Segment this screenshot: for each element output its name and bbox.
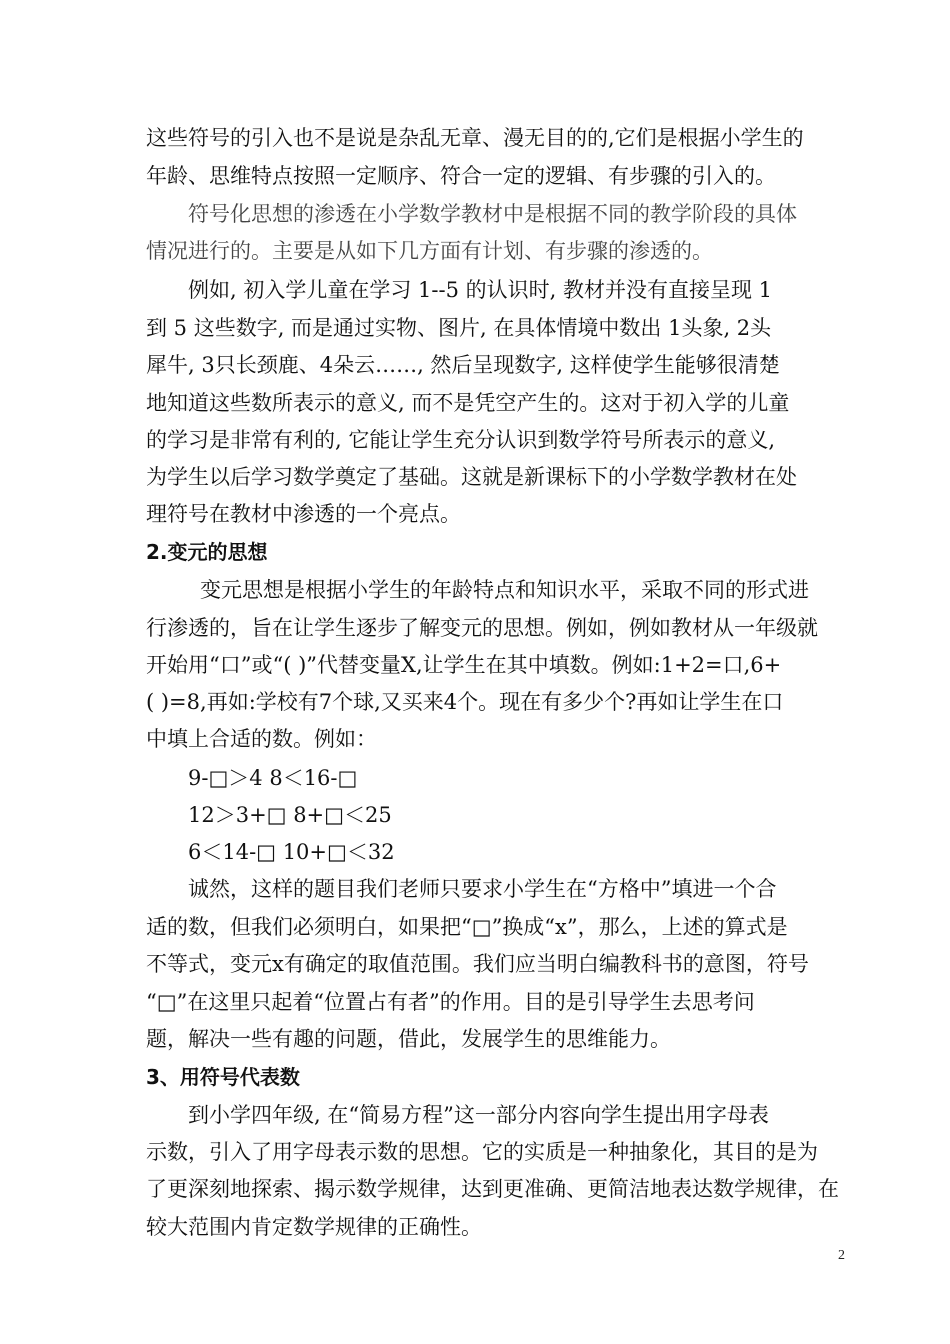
paragraph-line: 诚然，这样的题目我们老师只要求小学生在“方格中”填进一个合 [188,877,777,901]
paragraph-line: 例如, 初入学儿童在学习 1--5 的认识时, 教材并没有直接呈现 1 [188,278,772,302]
paragraph-line: 变元思想是根据小学生的年龄特点和知识水平，采取不同的形式进 [200,578,809,602]
paragraph-line: ( )=8,再如:学校有7个球,又买来4个。现在有多少个?再如让学生在口 [146,690,784,714]
paragraph-line: 题，解决一些有趣的问题，借此，发展学生的思维能力。 [146,1027,671,1051]
paragraph-line: 年龄、思维特点按照一定顺序、符合一定的逻辑、有步骤的引入的。 [146,164,776,188]
paragraph-line: 为学生以后学习数学奠定了基础。这就是新课标下的小学数学教材在处 [146,465,797,489]
paragraph-line: 较大范围内肯定数学规律的正确性。 [146,1215,482,1239]
paragraph-line: 的学习是非常有利的, 它能让学生充分认识到数学符号所表示的意义, [146,428,776,452]
math-example: 6＜14-□ 10+□＜32 [188,840,395,864]
paragraph-line: 理符号在教材中渗透的一个亮点。 [146,502,461,526]
paragraph-line: 犀牛, 3只长颈鹿、4朵云……, 然后呈现数字, 这样使学生能够很清楚 [146,353,780,377]
math-example: 9-□＞4 8＜16-□ [188,766,358,790]
paragraph-line: 行渗透的，旨在让学生逐步了解变元的思想。例如，例如教材从一年级就 [146,616,818,640]
paragraph-line: 中填上合适的数。例如： [146,727,377,751]
math-example: 12＞3+□ 8+□＜25 [188,803,392,827]
paragraph-line: 到 5 这些数字, 而是通过实物、图片, 在具体情境中数出 1头象, 2头 [146,316,772,340]
paragraph-line: 适的数，但我们必须明白，如果把“□”换成“x”，那么，上述的算式是 [146,915,788,939]
paragraph-line: 开始用“口”或“( )”代替变量X,让学生在其中填数。例如:1+2=口,6+ [146,653,782,677]
paragraph-line: 符号化思想的渗透在小学数学教材中是根据不同的教学阶段的具体 [188,202,797,226]
paragraph-line: 不等式，变元x有确定的取值范围。我们应当明白编教科书的意图，符号 [146,952,809,976]
paragraph-line: “□”在这里只起着“位置占有者”的作用。目的是引导学生去思考问 [146,990,755,1014]
paragraph-line: 了更深刻地探索、揭示数学规律，达到更准确、更简洁地表达数学规律，在 [146,1177,839,1201]
paragraph-line: 这些符号的引入也不是说是杂乱无章、漫无目的的,它们是根据小学生的 [146,126,804,150]
paragraph-line: 示数，引入了用字母表示数的思想。它的实质是一种抽象化，其目的是为 [146,1140,818,1164]
paragraph-line: 情况进行的。主要是从如下几方面有计划、有步骤的渗透的。 [146,239,713,263]
section-heading-3: 3、用符号代表数 [146,1065,300,1089]
page-number: 2 [838,1248,845,1263]
paragraph-line: 地知道这些数所表示的意义, 而不是凭空产生的。这对于初入学的儿童 [146,391,790,415]
section-heading-2: 2.变元的思想 [146,540,268,564]
paragraph-line: 到小学四年级, 在“简易方程”这一部分内容向学生提出用字母表 [188,1103,769,1127]
